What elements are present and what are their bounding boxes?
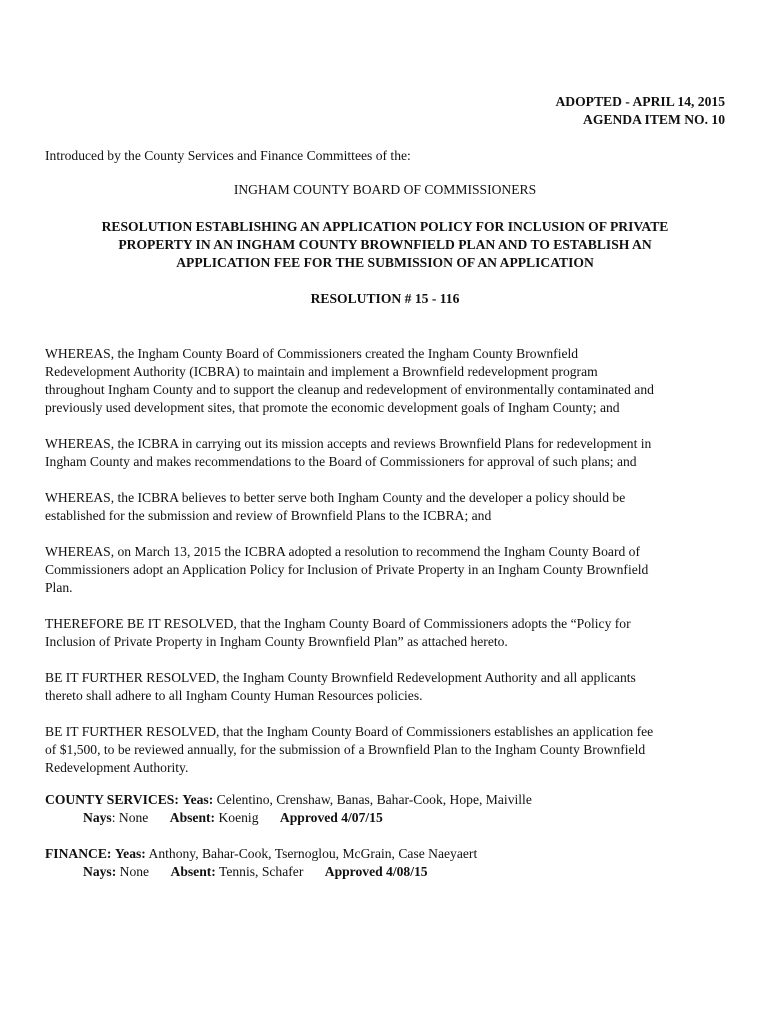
paragraph-line: previously used development sites, that promote the economic development goals of Ingham County; and — [45, 400, 620, 415]
resolution-title-line: RESOLUTION ESTABLISHING AN APPLICATION POLICY FOR INCLUSION OF PRIVATE — [101, 219, 669, 234]
yeas-label: Yeas: — [182, 792, 214, 807]
vote-yeas-line — [45, 845, 725, 863]
paragraph-line: established for the submission and review of Brownfield Plans to the ICBRA; and — [45, 508, 492, 523]
adoption-header — [555, 93, 725, 129]
whereas-paragraph — [45, 489, 730, 525]
paragraph-line: Inclusion of Private Property in Ingham County Brownfield Plan” as attached hereto. — [45, 634, 508, 649]
paragraph-line: WHEREAS, the Ingham County Board of Commissioners created the Ingham County Brownfield — [45, 346, 579, 361]
absent-names: Tennis, Schafer — [218, 864, 304, 879]
nays-label: Nays: — [83, 864, 117, 879]
yeas-names: Celentino, Crenshaw, Banas, Bahar-Cook, Hope, Maiville — [216, 792, 532, 807]
paragraph-line: throughout Ingham County and to support the cleanup and redevelopment of environmentally contaminated and — [45, 382, 654, 397]
whereas-paragraph — [45, 345, 730, 417]
paragraph-line: WHEREAS, on March 13, 2015 the ICBRA adopted a resolution to recommend the Ingham County Board of — [45, 544, 641, 559]
paragraph-line: Redevelopment Authority. — [45, 760, 189, 775]
resolution-body — [45, 345, 730, 795]
yeas-label: Yeas: — [114, 846, 146, 861]
approved-date: Approved 4/08/15 — [324, 864, 428, 879]
whereas-paragraph — [45, 543, 730, 597]
resolved-paragraph — [45, 615, 730, 651]
approved-date: Approved 4/07/15 — [279, 810, 383, 825]
intro-line: Introduced by the County Services and Finance Committees of the: — [45, 148, 411, 163]
yeas-names: Anthony, Bahar-Cook, Tsernoglou, McGrain, Case Naeyaert — [148, 846, 478, 861]
committee-label: FINANCE: — [45, 846, 112, 861]
finance-vote — [45, 845, 725, 881]
resolution-title-line: APPLICATION FEE FOR THE SUBMISSION OF AN APPLICATION — [176, 255, 594, 270]
paragraph-line: of $1,500, to be reviewed annually, for the submission of a Brownfield Plan to the Ingham County Brownfield — [45, 742, 646, 757]
vote-yeas-line — [45, 791, 725, 809]
paragraph-line: Redevelopment Authority (ICBRA) to maintain and implement a Brownfield redevelopment program — [45, 364, 598, 379]
committee-votes — [45, 791, 725, 899]
nays-names: None — [119, 864, 150, 879]
paragraph-line: BE IT FURTHER RESOLVED, that the Ingham County Board of Commissioners establishes an application fee — [45, 724, 654, 739]
nays-separator: : — [111, 810, 116, 825]
nays-label: Nays — [83, 810, 112, 825]
absent-names: Koenig — [218, 810, 259, 825]
vote-nays-line — [45, 809, 725, 827]
resolution-title-line: PROPERTY IN AN INGHAM COUNTY BROWNFIELD PLAN AND TO ESTABLISH AN — [118, 237, 652, 252]
paragraph-line: BE IT FURTHER RESOLVED, the Ingham County Brownfield Redevelopment Authority and all applicants — [45, 670, 636, 685]
paragraph-line: THEREFORE BE IT RESOLVED, that the Ingham County Board of Commissioners adopts the “Policy for — [45, 616, 631, 631]
whereas-paragraph — [45, 435, 730, 471]
adopted-date: ADOPTED - APRIL 14, 2015 — [555, 94, 725, 109]
board-name: INGHAM COUNTY BOARD OF COMMISSIONERS — [233, 182, 537, 197]
committee-label: COUNTY SERVICES: — [45, 792, 179, 807]
further-resolved-paragraph — [45, 723, 730, 777]
agenda-item-number: AGENDA ITEM NO. 10 — [583, 112, 725, 127]
paragraph-line: Plan. — [45, 580, 73, 595]
resolution-title — [45, 218, 725, 272]
county-services-vote — [45, 791, 725, 827]
paragraph-line: thereto shall adhere to all Ingham County Human Resources policies. — [45, 688, 423, 703]
paragraph-line: Commissioners adopt an Application Policy for Inclusion of Private Property in an Ingham County Brownfield — [45, 562, 649, 577]
paragraph-line: WHEREAS, the ICBRA in carrying out its mission accepts and reviews Brownfield Plans for redevelopment in — [45, 436, 652, 451]
resolution-number: RESOLUTION # 15 - 116 — [310, 291, 460, 306]
further-resolved-paragraph — [45, 669, 730, 705]
paragraph-line: Ingham County and makes recommendations to the Board of Commissioners for approval of such plans; and — [45, 454, 637, 469]
absent-label: Absent: — [169, 810, 216, 825]
nays-names: None — [118, 810, 149, 825]
paragraph-line: WHEREAS, the ICBRA believes to better serve both Ingham County and the developer a policy should be — [45, 490, 626, 505]
absent-label: Absent: — [170, 864, 216, 879]
vote-nays-line — [45, 863, 725, 881]
